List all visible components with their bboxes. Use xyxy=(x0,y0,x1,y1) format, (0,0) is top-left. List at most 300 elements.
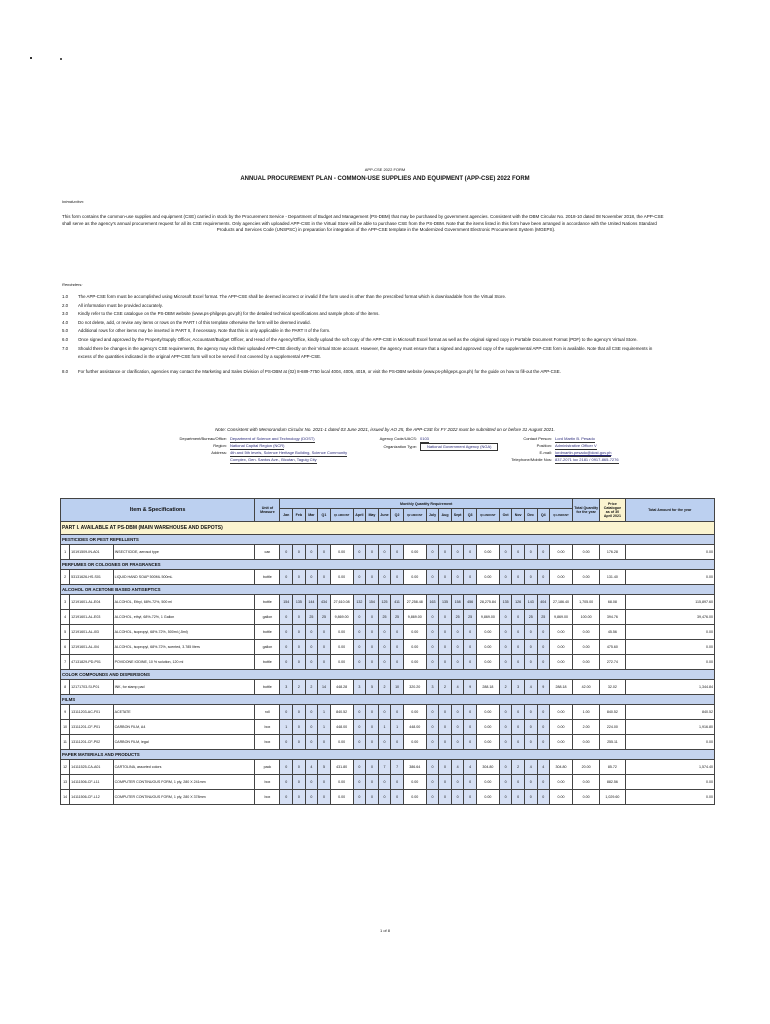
quantity-cell[interactable]: 0 xyxy=(366,655,379,670)
quantity-cell[interactable]: 5 xyxy=(318,760,331,775)
quantity-cell[interactable]: 3 xyxy=(280,680,293,695)
quantity-cell[interactable]: 0 xyxy=(499,705,512,720)
quantity-cell[interactable]: 0 xyxy=(499,545,512,560)
quarter-amount-cell: 0.00 xyxy=(330,735,353,750)
quantity-cell[interactable]: 0 xyxy=(391,705,404,720)
quantity-cell[interactable]: 0 xyxy=(378,775,391,790)
quantity-cell[interactable]: 0 xyxy=(499,570,512,585)
quantity-cell[interactable]: 0 xyxy=(366,640,379,655)
quantity-cell[interactable]: 25 xyxy=(451,610,464,625)
region-value[interactable]: National Capital Region (NCR) xyxy=(230,443,285,448)
month-header: Q1 AMOUNT xyxy=(330,509,353,522)
quantity-cell[interactable]: 0 xyxy=(537,720,550,735)
quantity-cell[interactable]: 0 xyxy=(512,735,525,750)
month-header: Feb xyxy=(293,509,306,522)
quantity-cell[interactable]: 456 xyxy=(464,595,477,610)
quantity-cell[interactable]: 0 xyxy=(439,775,452,790)
reminder-item: 8.0 For further assistance or clarification, agencies may contact the Marketing and Sales Division of PS-DBM at (02) 8-689-7750 local 4004, 4005, 4019, or visit the PS-DBM website (www.ps-philgeps.gov.ph) for the guide on how to fill-out the APP-CSE. xyxy=(62,368,561,374)
quantity-cell[interactable]: 0 xyxy=(366,775,379,790)
quantity-cell[interactable]: 0 xyxy=(512,640,525,655)
quantity-cell[interactable]: 2 xyxy=(305,680,318,695)
quantity-cell[interactable]: 0 xyxy=(305,570,318,585)
quantity-cell[interactable]: 0 xyxy=(499,610,512,625)
quantity-cell[interactable]: 4 xyxy=(305,760,318,775)
position-value[interactable]: Administrative Officer V xyxy=(555,443,597,448)
quantity-cell[interactable]: 0 xyxy=(305,775,318,790)
quantity-cell[interactable]: 0 xyxy=(524,545,537,560)
quantity-cell[interactable]: 0 xyxy=(318,570,331,585)
quantity-cell[interactable]: 3 xyxy=(426,680,439,695)
quantity-cell[interactable]: 0 xyxy=(293,775,306,790)
quantity-cell[interactable]: 0 xyxy=(305,790,318,805)
quantity-cell[interactable]: 0 xyxy=(426,775,439,790)
item-description: POVIDONE IODINE, 10 % solution, 120 ml xyxy=(113,655,255,670)
quantity-cell[interactable]: 1 xyxy=(318,705,331,720)
quantity-cell[interactable]: 0 xyxy=(439,610,452,625)
quantity-cell[interactable]: 135 xyxy=(439,595,452,610)
quantity-cell[interactable]: 0 xyxy=(391,570,404,585)
dept-value[interactable]: Department of Science and Technology (DOST) xyxy=(230,436,315,441)
quantity-cell[interactable]: 0 xyxy=(293,545,306,560)
quantity-cell[interactable]: 2 xyxy=(439,680,452,695)
item-total-quantity: 0.00 xyxy=(572,640,599,655)
quarter-amount-cell: 0.00 xyxy=(403,775,426,790)
quantity-cell[interactable]: 0 xyxy=(537,545,550,560)
quantity-cell[interactable]: 126 xyxy=(512,595,525,610)
quantity-cell[interactable]: 125 xyxy=(378,595,391,610)
quantity-cell[interactable]: 5 xyxy=(366,680,379,695)
quantity-cell[interactable]: 0 xyxy=(280,705,293,720)
table-row xyxy=(61,595,715,610)
month-header: Q4 AMOUNT xyxy=(550,509,573,522)
quantity-cell[interactable]: 4 xyxy=(524,680,537,695)
telephone-value[interactable]: 837-2071 loc 2181 / 0917-865-7276 xyxy=(555,457,619,462)
form-title: ANNUAL PROCUREMENT PLAN - COMMON-USE SUPPLIES AND EQUIPMENT (APP-CSE) 2022 FORM xyxy=(240,176,530,182)
quantity-cell[interactable]: 1 xyxy=(378,720,391,735)
quantity-cell[interactable]: 14 xyxy=(318,680,331,695)
category-row xyxy=(61,750,715,760)
quantity-cell[interactable]: 0 xyxy=(524,720,537,735)
quantity-cell[interactable]: 0 xyxy=(464,640,477,655)
quantity-cell[interactable]: 0 xyxy=(439,790,452,805)
quantity-cell[interactable]: 0 xyxy=(280,760,293,775)
quantity-cell[interactable]: 0 xyxy=(537,705,550,720)
quantity-cell[interactable]: 135 xyxy=(293,595,306,610)
quantity-cell[interactable]: 0 xyxy=(499,775,512,790)
quantity-cell[interactable]: 0 xyxy=(366,790,379,805)
item-code: 13111203-AC-F01 xyxy=(70,705,113,720)
item-price: 882.56 xyxy=(600,775,625,790)
item-total-amount: 0.00 xyxy=(625,775,715,790)
quarter-amount-cell: 288.18 xyxy=(550,680,573,695)
quantity-cell[interactable]: 0 xyxy=(280,735,293,750)
quantity-cell[interactable]: 0 xyxy=(512,790,525,805)
item-price: 840.52 xyxy=(600,705,625,720)
quantity-cell[interactable]: 0 xyxy=(499,720,512,735)
quantity-cell[interactable]: 25 xyxy=(537,610,550,625)
quantity-cell[interactable]: 0 xyxy=(537,655,550,670)
quantity-cell[interactable]: 0 xyxy=(318,625,331,640)
quarter-amount-cell: 0.00 xyxy=(403,625,426,640)
quantity-cell[interactable]: 25 xyxy=(524,610,537,625)
quantity-cell[interactable]: 0 xyxy=(353,790,366,805)
quantity-cell[interactable]: 0 xyxy=(451,545,464,560)
quantity-cell[interactable]: 0 xyxy=(499,760,512,775)
item-number: 1 xyxy=(61,545,70,560)
quantity-cell[interactable]: 0 xyxy=(439,570,452,585)
address-value-1[interactable]: 4th and 5th levels, Science Heritage Building, Science Community xyxy=(230,450,348,455)
quantity-cell[interactable]: 0 xyxy=(512,625,525,640)
quantity-cell[interactable]: 0 xyxy=(366,705,379,720)
quarter-amount-cell: 448.28 xyxy=(330,680,353,695)
quantity-cell[interactable]: 0 xyxy=(451,570,464,585)
quantity-cell[interactable]: 0 xyxy=(451,625,464,640)
quantity-cell[interactable]: 0 xyxy=(524,625,537,640)
item-code: 14111506-CF-L11 xyxy=(70,775,113,790)
quantity-cell[interactable]: 154 xyxy=(366,595,379,610)
quantity-cell[interactable]: 0 xyxy=(464,705,477,720)
quantity-cell[interactable]: 0 xyxy=(426,610,439,625)
quantity-cell[interactable]: 0 xyxy=(499,625,512,640)
quantity-cell[interactable]: 4 xyxy=(524,760,537,775)
quantity-cell[interactable]: 0 xyxy=(391,790,404,805)
quantity-cell[interactable]: 0 xyxy=(366,735,379,750)
quantity-cell[interactable]: 0 xyxy=(426,735,439,750)
quantity-cell[interactable]: 4 xyxy=(464,760,477,775)
quantity-cell[interactable]: 0 xyxy=(353,775,366,790)
quantity-cell[interactable]: 0 xyxy=(353,640,366,655)
quantity-cell[interactable]: 0 xyxy=(293,655,306,670)
quantity-cell[interactable]: 0 xyxy=(451,735,464,750)
quantity-cell[interactable]: 0 xyxy=(293,720,306,735)
quantity-cell[interactable]: 0 xyxy=(451,640,464,655)
address-value-2[interactable]: Complex, Gen. Santos Ave., Bicutan, Taguig City xyxy=(230,457,317,462)
quantity-cell[interactable]: 0 xyxy=(451,720,464,735)
quantity-cell[interactable]: 0 xyxy=(280,570,293,585)
email-value[interactable]: lordmartin.pesado@dost.gov.ph xyxy=(555,450,612,455)
quantity-cell[interactable]: 0 xyxy=(537,775,550,790)
table-row xyxy=(61,570,715,585)
quantity-cell[interactable]: 7 xyxy=(378,760,391,775)
quantity-cell[interactable]: 0 xyxy=(280,625,293,640)
table-row xyxy=(61,610,715,625)
quantity-cell[interactable]: 0 xyxy=(499,790,512,805)
quarter-amount-cell: 0.00 xyxy=(550,655,573,670)
quantity-cell[interactable]: 0 xyxy=(305,545,318,560)
org-type-label: Organization Type: xyxy=(383,444,417,449)
quantity-cell[interactable]: 25 xyxy=(378,610,391,625)
quantity-cell[interactable]: 0 xyxy=(524,735,537,750)
quarter-amount-cell: 0.00 xyxy=(403,640,426,655)
quantity-cell[interactable]: 434 xyxy=(318,595,331,610)
quantity-cell[interactable]: 0 xyxy=(318,735,331,750)
submission-note: Note: Consistent with Memorandum Circular No. 2021-1 dated 03 June 2021, issued by AO 25, the APP-CSE for FY 2022 must be submitted on or before 31 August 2021. xyxy=(215,427,555,432)
quantity-cell[interactable]: 144 xyxy=(305,595,318,610)
page-number: 1 of 8 xyxy=(379,928,390,933)
quantity-cell[interactable]: 0 xyxy=(451,655,464,670)
quantity-cell[interactable]: 0 xyxy=(391,640,404,655)
quantity-cell[interactable]: 3 xyxy=(353,680,366,695)
quantity-cell[interactable]: 158 xyxy=(451,595,464,610)
quantity-cell[interactable]: 0 xyxy=(426,760,439,775)
table-row xyxy=(61,655,715,670)
quantity-cell[interactable]: 0 xyxy=(293,625,306,640)
quantity-cell[interactable]: 0 xyxy=(524,655,537,670)
quantity-cell[interactable]: 0 xyxy=(378,735,391,750)
quantity-cell[interactable]: 0 xyxy=(318,655,331,670)
quantity-cell[interactable]: 143 xyxy=(524,595,537,610)
total-qty-header: Total Quantity for the year xyxy=(572,499,599,522)
quantity-cell[interactable]: 0 xyxy=(353,610,366,625)
quarter-amount-cell: 9,869.00 xyxy=(330,610,353,625)
quantity-cell[interactable]: 4 xyxy=(451,680,464,695)
quantity-cell[interactable]: 4 xyxy=(537,760,550,775)
quarter-amount-cell: 0.00 xyxy=(330,570,353,585)
quantity-cell[interactable]: 25 xyxy=(464,610,477,625)
category-label: PAPER MATERIALS AND PRODUCTS xyxy=(61,750,715,760)
quantity-cell[interactable]: 0 xyxy=(524,790,537,805)
quantity-cell[interactable]: 7 xyxy=(391,760,404,775)
item-number: 10 xyxy=(61,720,70,735)
quantity-cell[interactable]: 0 xyxy=(464,655,477,670)
quarter-amount-cell: 0.00 xyxy=(550,625,573,640)
item-total-amount: 1,916.80 xyxy=(625,720,715,735)
quantity-cell[interactable]: 0 xyxy=(391,545,404,560)
quantity-cell[interactable]: 0 xyxy=(366,720,379,735)
month-header: Q3 AMOUNT xyxy=(476,509,499,522)
quantity-cell[interactable]: 154 xyxy=(280,595,293,610)
quantity-cell[interactable]: 25 xyxy=(305,610,318,625)
quantity-cell[interactable]: 0 xyxy=(280,545,293,560)
quantity-cell[interactable]: 0 xyxy=(353,655,366,670)
quantity-cell[interactable]: 0 xyxy=(464,720,477,735)
quantity-cell[interactable]: 0 xyxy=(537,625,550,640)
quantity-cell[interactable]: 0 xyxy=(391,735,404,750)
contact-value[interactable]: Lord Martin B. Pesado xyxy=(555,436,595,441)
quantity-cell[interactable]: 0 xyxy=(499,640,512,655)
item-unit: box xyxy=(255,790,280,805)
quantity-cell[interactable]: 2 xyxy=(512,760,525,775)
quantity-cell[interactable]: 0 xyxy=(293,610,306,625)
quantity-cell[interactable]: 0 xyxy=(537,640,550,655)
quantity-cell[interactable]: 0 xyxy=(439,640,452,655)
quarter-amount-cell: 0.00 xyxy=(476,655,499,670)
quantity-cell[interactable]: 2 xyxy=(499,680,512,695)
category-label: FILMS xyxy=(61,695,715,705)
quantity-cell[interactable]: 0 xyxy=(426,655,439,670)
quantity-cell[interactable]: 10 xyxy=(391,680,404,695)
quantity-cell[interactable]: 0 xyxy=(318,545,331,560)
quantity-cell[interactable]: 0 xyxy=(426,790,439,805)
quantity-cell[interactable]: 0 xyxy=(280,790,293,805)
quantity-cell[interactable]: 0 xyxy=(318,790,331,805)
quantity-cell[interactable]: 0 xyxy=(293,790,306,805)
quantity-cell[interactable]: 0 xyxy=(537,735,550,750)
month-header: Q2 AMOUNT xyxy=(403,509,426,522)
quantity-cell[interactable]: 0 xyxy=(451,790,464,805)
quantity-cell[interactable]: 0 xyxy=(439,655,452,670)
quantity-cell[interactable]: 0 xyxy=(318,775,331,790)
item-number: 8 xyxy=(61,680,70,695)
item-price: 394.76 xyxy=(600,610,625,625)
quarter-amount-cell: 0.00 xyxy=(330,790,353,805)
quantity-cell[interactable]: 0 xyxy=(512,705,525,720)
quantity-cell[interactable]: 0 xyxy=(353,705,366,720)
quantity-cell[interactable]: 0 xyxy=(293,705,306,720)
month-header: April xyxy=(353,509,366,522)
quantity-cell[interactable]: 0 xyxy=(426,705,439,720)
quantity-cell[interactable]: 4 xyxy=(451,760,464,775)
quantity-cell[interactable]: 0 xyxy=(280,610,293,625)
quantity-cell[interactable]: 2 xyxy=(293,680,306,695)
quantity-cell[interactable]: 0 xyxy=(537,790,550,805)
quantity-cell[interactable]: 0 xyxy=(366,760,379,775)
quantity-cell[interactable]: 163 xyxy=(426,595,439,610)
quantity-cell[interactable]: 0 xyxy=(512,775,525,790)
quantity-cell[interactable]: 0 xyxy=(537,570,550,585)
part-label: PART I. AVAILABLE AT PS-DBM (MAIN WAREHOUSE AND DEPOTS) xyxy=(61,522,715,535)
quantity-cell[interactable]: 3 xyxy=(512,680,525,695)
quantity-cell[interactable]: 1 xyxy=(318,720,331,735)
quantity-cell[interactable]: 0 xyxy=(353,720,366,735)
quantity-cell[interactable]: 25 xyxy=(391,610,404,625)
item-code: 14111525-CA-A01 xyxy=(70,760,113,775)
quantity-cell[interactable]: 132 xyxy=(353,595,366,610)
quantity-cell[interactable]: 9 xyxy=(537,680,550,695)
quantity-cell[interactable]: 0 xyxy=(512,720,525,735)
quantity-cell[interactable]: 411 xyxy=(391,595,404,610)
quantity-cell[interactable]: 0 xyxy=(366,545,379,560)
quantity-cell[interactable]: 0 xyxy=(353,760,366,775)
item-price: 85.72 xyxy=(600,760,625,775)
quarter-amount-cell: 0.00 xyxy=(330,625,353,640)
quantity-cell[interactable]: 0 xyxy=(353,735,366,750)
table-row xyxy=(61,775,715,790)
month-header: Mar xyxy=(305,509,318,522)
quarter-amount-cell: 0.00 xyxy=(476,720,499,735)
quantity-cell[interactable]: 0 xyxy=(366,610,379,625)
quantity-cell[interactable]: 0 xyxy=(439,720,452,735)
quantity-cell[interactable]: 0 xyxy=(293,570,306,585)
quantity-cell[interactable]: 0 xyxy=(378,705,391,720)
quantity-cell[interactable]: 25 xyxy=(318,610,331,625)
quantity-cell[interactable]: 0 xyxy=(305,735,318,750)
quantity-cell[interactable]: 0 xyxy=(426,570,439,585)
quantity-cell[interactable]: 0 xyxy=(524,570,537,585)
quantity-cell[interactable]: 0 xyxy=(464,790,477,805)
quantity-cell[interactable]: 0 xyxy=(464,625,477,640)
quantity-cell[interactable]: 0 xyxy=(439,705,452,720)
quantity-cell[interactable]: 0 xyxy=(378,545,391,560)
quarter-amount-cell: 0.00 xyxy=(476,640,499,655)
quantity-cell[interactable]: 0 xyxy=(305,705,318,720)
quantity-cell[interactable]: 0 xyxy=(378,640,391,655)
table-row xyxy=(61,790,715,805)
item-total-amount: 0.00 xyxy=(625,625,715,640)
quantity-cell[interactable]: 0 xyxy=(464,775,477,790)
item-price: 45.56 xyxy=(600,625,625,640)
quantity-cell[interactable]: 0 xyxy=(426,640,439,655)
quantity-cell[interactable]: 0 xyxy=(305,720,318,735)
quantity-cell[interactable]: 0 xyxy=(464,735,477,750)
quantity-cell[interactable]: 0 xyxy=(318,640,331,655)
quantity-cell[interactable]: 404 xyxy=(537,595,550,610)
quantity-cell[interactable]: 0 xyxy=(499,735,512,750)
quantity-cell[interactable]: 0 xyxy=(451,775,464,790)
quantity-cell[interactable]: 0 xyxy=(293,640,306,655)
quantity-cell[interactable]: 1 xyxy=(391,720,404,735)
quantity-cell[interactable]: 0 xyxy=(353,570,366,585)
quantity-cell[interactable]: 2 xyxy=(378,680,391,695)
quantity-cell[interactable]: 0 xyxy=(391,655,404,670)
quantity-cell[interactable]: 0 xyxy=(378,570,391,585)
quantity-cell[interactable]: 0 xyxy=(499,655,512,670)
item-code: 12191601-AL-I03 xyxy=(70,625,113,640)
quantity-cell[interactable]: 0 xyxy=(426,720,439,735)
quantity-cell[interactable]: 0 xyxy=(426,545,439,560)
quantity-cell[interactable]: 0 xyxy=(524,705,537,720)
quantity-cell[interactable]: 0 xyxy=(524,640,537,655)
quantity-cell[interactable]: 0 xyxy=(280,775,293,790)
quantity-cell[interactable]: 0 xyxy=(464,570,477,585)
quantity-cell[interactable]: 0 xyxy=(305,655,318,670)
quantity-cell[interactable]: 0 xyxy=(512,545,525,560)
quantity-cell[interactable]: 0 xyxy=(524,775,537,790)
quantity-cell[interactable]: 0 xyxy=(512,570,525,585)
quantity-cell[interactable]: 0 xyxy=(353,545,366,560)
quantity-cell[interactable]: 0 xyxy=(451,705,464,720)
quantity-cell[interactable]: 0 xyxy=(391,775,404,790)
table-row xyxy=(61,720,715,735)
quantity-cell[interactable]: 1 xyxy=(280,720,293,735)
quantity-cell[interactable]: 0 xyxy=(366,570,379,585)
price-header: Price Catalogue as of 30 April 2021 xyxy=(600,499,625,522)
agency-code-value[interactable]: 0103 xyxy=(420,436,429,441)
quantity-cell[interactable]: 0 xyxy=(378,625,391,640)
scan-mark xyxy=(30,57,32,59)
quantity-cell[interactable]: 0 xyxy=(366,625,379,640)
quantity-cell[interactable]: 0 xyxy=(378,655,391,670)
quantity-cell[interactable]: 0 xyxy=(305,640,318,655)
quarter-amount-cell: 0.00 xyxy=(550,570,573,585)
quantity-cell[interactable]: 0 xyxy=(353,625,366,640)
quantity-cell[interactable]: 0 xyxy=(439,625,452,640)
quantity-cell[interactable]: 0 xyxy=(391,625,404,640)
item-code: 13111201-CF-P02 xyxy=(70,735,113,750)
quantity-cell[interactable]: 9 xyxy=(464,680,477,695)
quantity-cell[interactable]: 0 xyxy=(305,625,318,640)
table-row xyxy=(61,760,715,775)
item-total-quantity: 0.00 xyxy=(572,570,599,585)
quantity-cell[interactable]: 0 xyxy=(439,545,452,560)
quantity-cell[interactable]: 0 xyxy=(439,760,452,775)
quantity-cell[interactable]: 0 xyxy=(280,640,293,655)
quantity-cell[interactable]: 0 xyxy=(378,790,391,805)
quantity-cell[interactable]: 135 xyxy=(499,595,512,610)
quantity-cell[interactable]: 0 xyxy=(512,655,525,670)
quantity-cell[interactable]: 0 xyxy=(512,610,525,625)
quarter-amount-cell: 0.00 xyxy=(403,735,426,750)
quantity-cell[interactable]: 0 xyxy=(293,760,306,775)
quantity-cell[interactable]: 0 xyxy=(293,735,306,750)
item-description: ALCOHOL, isopropyl, 68%-72%, scented, 3.785 liters xyxy=(113,640,255,655)
quarter-amount-cell: 0.00 xyxy=(476,625,499,640)
org-type-select[interactable]: National Government Agency (NGA) xyxy=(420,443,498,451)
quantity-cell[interactable]: 0 xyxy=(280,655,293,670)
quantity-cell[interactable]: 0 xyxy=(464,545,477,560)
quantity-cell[interactable]: 0 xyxy=(426,625,439,640)
quantity-cell[interactable]: 0 xyxy=(439,735,452,750)
